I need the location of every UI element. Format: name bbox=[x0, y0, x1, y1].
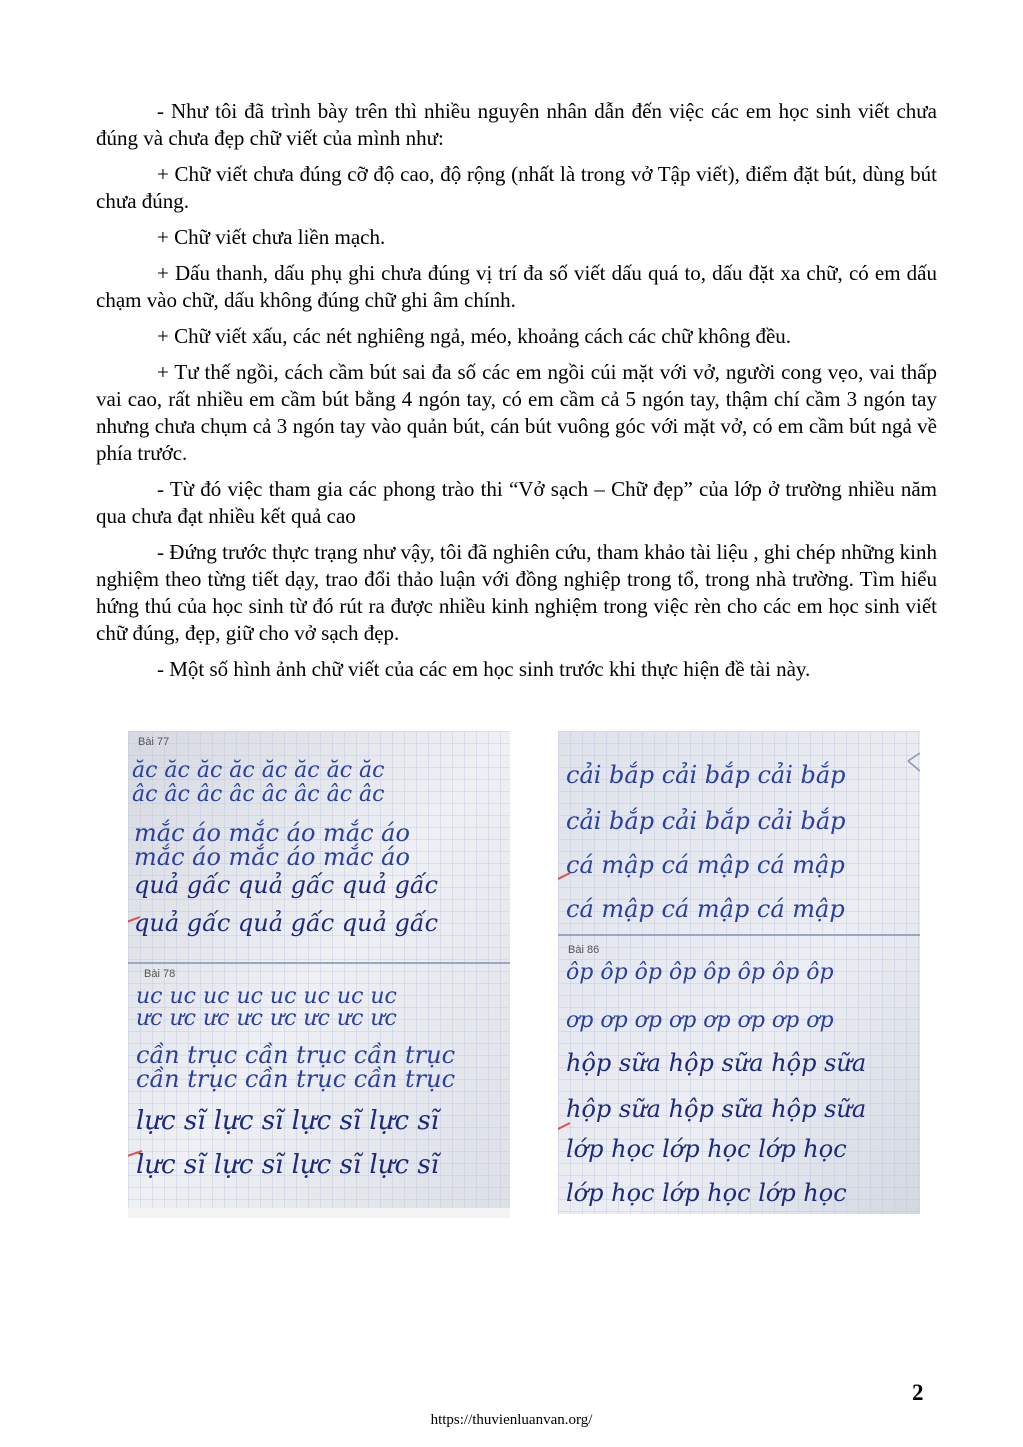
handwriting-line: cải bắp cải bắp cải bắp bbox=[566, 807, 846, 835]
paragraph: + Chữ viết xấu, các nét nghiêng ngả, méo, khoảng cách các chữ không đều. bbox=[157, 324, 792, 348]
paragraph: + Chữ viết chưa đúng cỡ độ cao, độ rộng (nhất là trong vở Tập viết), điểm đặt bút, dùng bút chưa đúng. bbox=[96, 162, 937, 213]
handwriting-line: ơp ơp ơp ơp ơp ơp ơp ơp bbox=[566, 1008, 834, 1033]
paragraph: + Tư thế ngồi, cách cầm bút sai đa số các em ngồi cúi mặt với vở, người cong vẹo, vai thấp vai cao, rất nhiều em cầm bút bằng 4 ngón tay, có em cầm cả 5 ngón tay, thậm chí cầm 3 ngón tay nhưng chưa chụm cả 3 ngón tay vào quản bút, cán bút vuông góc với mặt vở, có em cầm bút ngả về phía trước. bbox=[96, 360, 937, 465]
handwriting-line: lực sĩ lực sĩ lực sĩ lực sĩ bbox=[136, 1106, 439, 1136]
footer-url[interactable]: https://thuvienluanvan.org/ bbox=[430, 1412, 593, 1428]
paragraph: - Một số hình ảnh chữ viết của các em học sinh trước khi thực hiện đề tài này. bbox=[157, 657, 811, 681]
handwriting-line: lớp học lớp học lớp học bbox=[566, 1135, 847, 1163]
page-edge bbox=[128, 1208, 510, 1218]
paragraph: - Đứng trước thực trạng như vậy, tôi đã nghiên cứu, tham khảo tài liệu , ghi chép những kinh nghiệm theo từng tiết dạy, trao đổi thảo luận với đồng nghiệp trong tổ, trong nhà trường. Tìm hiểu hứng thú của học sinh từ đó rút ra được nhiều kinh nghiệm trong việc rèn cho các em học sinh viết chữ đúng, đẹp, giữ cho vở sạch đẹp. bbox=[96, 540, 937, 645]
handwriting-line: cá mập cá mập cá mập bbox=[566, 895, 845, 923]
handwriting-line: mắc áo mắc áo mắc áo bbox=[134, 819, 410, 847]
body-text bbox=[96, 98, 937, 692]
lesson-label: Bài 77 bbox=[138, 736, 170, 748]
handwriting-line: ưc ưc ưc ưc ưc ưc ưc ưc bbox=[136, 1006, 397, 1031]
paragraph: - Như tôi đã trình bày trên thì nhiều nguyên nhân dẫn đến việc các em học sinh viết chưa đúng và chưa đẹp chữ viết của mình như: bbox=[96, 99, 937, 150]
handwriting-line: ăc ăc ăc ăc ăc ăc ăc ăc bbox=[132, 758, 385, 783]
handwriting-line: hộp sữa hộp sữa hộp sữa bbox=[566, 1095, 867, 1123]
handwriting-line: uc uc uc uc uc uc uc uc bbox=[136, 984, 397, 1009]
handwriting-line: hộp sữa hộp sữa hộp sữa bbox=[566, 1049, 867, 1077]
handwriting-line: lực sĩ lực sĩ lực sĩ lực sĩ bbox=[136, 1150, 439, 1180]
handwriting-line: quả gấc quả gấc quả gấc bbox=[134, 871, 439, 899]
handwriting-line: cần trục cần trục cần trục bbox=[136, 1065, 456, 1093]
handwriting-photo-left bbox=[128, 731, 510, 1218]
lesson-label: Bài 78 bbox=[144, 968, 176, 980]
handwriting-line: cải bắp cải bắp cải bắp bbox=[566, 761, 846, 789]
handwriting-photo-right bbox=[558, 731, 920, 1214]
paragraph: + Dấu thanh, dấu phụ ghi chưa đúng vị trí đa số viết dấu quá to, dấu đặt xa chữ, có em dấu chạm vào chữ, dấu không đúng chữ ghi âm chính. bbox=[96, 261, 937, 312]
paragraph: - Từ đó việc tham gia các phong trào thi “Vở sạch – Chữ đẹp” của lớp ở trường nhiều năm qua chưa đạt nhiều kết quả cao bbox=[96, 477, 937, 528]
handwriting-line: cần trục cần trục cần trục bbox=[136, 1041, 456, 1069]
handwriting-line: cá mập cá mập cá mập bbox=[566, 851, 845, 879]
handwriting-line: lớp học lớp học lớp học bbox=[566, 1179, 847, 1207]
page-number: 2 bbox=[912, 1380, 924, 1405]
handwriting-line: quả gấc quả gấc quả gấc bbox=[134, 909, 439, 937]
handwriting-line: ôp ôp ôp ôp ôp ôp ôp ôp bbox=[566, 960, 834, 985]
handwriting-line: âc âc âc âc âc âc âc âc bbox=[132, 782, 385, 807]
handwriting-line: mắc áo mắc áo mắc áo bbox=[134, 843, 410, 871]
paragraph: + Chữ viết chưa liền mạch. bbox=[157, 225, 386, 249]
lesson-label: Bài 86 bbox=[568, 944, 600, 956]
